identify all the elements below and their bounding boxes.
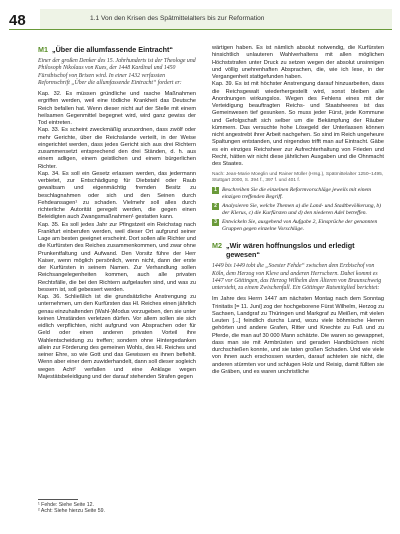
m1-right-paragraph-2: Kap. 39. Es ist mit höchster Anstrengung darauf hinzuarbeiten, dass die Reichsgewalt wiederhergestellt wird, sonst bleiben alle Anordnungen wirkungslos. Wegen des Fehlens eines mit der Verteidigung beauftragten Reichs- und Staatsheeres ist das Gemeinwesen tief gesunken. So muss jeder Fürst, jede Kommune und Gefolgschaft sich selber um die Bekämpfung der Räuber kümmern. Das versuchte hohe Lösegeld der Unterlassen können nicht angestrebt ihrer Arbeit nachgehen. So sind im Reich ungeheure Spaltungen entstanden, und nirgendwo trifft man auf Eintracht. Gäbe es ein einziges Reichsheer zur Aufrechterhaltung von Frieden und Recht, hätten wir nicht diese jährlichen Ausgaben und die Ohnmacht des Staates. — [212, 81, 384, 167]
right-column — [212, 45, 384, 376]
task-1 — [212, 187, 384, 201]
m2-intro: 1449 bis 1449 tobt die „Soester Fehde“ zwischen dem Erzbischof von Köln, dem Herzog von Kleve und anderen Herrschern. Dabei kommt es 1447 vor Göttingen, das Herzog Wilhelm dem Älteren von Braunschweig untersteht, zu einem Zwischenfall. Ein Göttinger Ratsmitglied berichtet: — [212, 263, 382, 291]
m1-title: „Über die allumfassende Eintracht“ — [52, 45, 174, 54]
m1-label: M1 — [38, 45, 48, 54]
m1-paragraph-2: Kap. 33. Es scheint zweckmäßig anzuordnen, dass zwölf oder mehr Gerichte, über die Reichslande verteilt, in der Weise eingerichtet werden, dass jedes Gericht sich aus drei Richtern zusammensetzt entsprechend den drei Ständen, d. h. aus einem adligen, einem geistlichen und einem bürgerlichen Richter. — [38, 127, 196, 170]
m2-label: M2 — [212, 241, 222, 251]
task-3 — [212, 219, 384, 233]
task-1-text: Beschreiben Sie die einzelnen Reformvorschläge jeweils mit einem einzigen treffenden Begriff. — [222, 187, 372, 201]
m1-paragraph-1: Kap. 32. Es müssen gründliche und rasche Maßnahmen ergriffen werden, weil eine tödliche Krankheit das Deutsche Reich befallen hat. Wenn dieser nicht auf der Stelle mit einem heilsamen Gegenmittel begegnet wird, wird ganz gewiss der Tod eintreten. — [38, 91, 196, 126]
m2-paragraph: Im Jahre des Herrn 1447 am nächsten Montag nach dem Sonntag Trinitatis [= 11. Juni] zog der hochgeborene Fürst Wilhelm, Herzog zu Sachsen, Landgraf zu Thüringen und Markgraf zu Meißen, mit vielen Leuten [...] feindlich durchs Land, wozu viele böhmische Herren gehörten und andere Grafen, Ritter und Knechte zu Fuß und zu Pferde, die man auf 30 000 Mann schätzte. Die waren so gewappnet, dass man sie mit Armbrüsten und geraden Handbüchsen nicht durchschießen konnte, und sie taten großen Schaden. Und wie viele von ihnen auch erschossen wurden, darauf achteten sie nicht, die anderen stürmten vor und schlugen Holz und Reisig, damit füllten sie die Gräben, und es waren unchristliche — [212, 296, 384, 375]
task-2 — [212, 203, 384, 217]
m1-paragraph-4: Kap. 35. Es soll jedes Jahr zur Pfingstzeit ein Reichstag nach Frankfurt einberufen werden, weil dieser Ort aufgrund seiner Lage am besten geeignet erscheint. Dort sollen alle Richter und die Kurfürsten des Reiches zusammenkommen, und zwar ohne Prunkentfaltung und Aufwand. Den Vorsitz führe der Herr Kaiser, wenn möglich persönlich, wenn nicht, dann der erste der Kurfürsten in seinem Namen. Zur Verhandlung sollen Reichsangelegenheiten kommen, auch alle privaten Rechtsfälle, die bei den Richtern aufgelaufen sind, und was zu bessern ist, soll gebessert werden. — [38, 221, 196, 293]
task-1-number: 1 — [212, 187, 219, 194]
m1-right-paragraph-1: wärtigen haben. Es ist nämlich absolut notwendig, die Kurfürsten hinsichtlich unlauteren Wahlverhaltens mit allen möglichen Höchststrafen unter Druck zu setzen wegen der absolut unsinnigen und völlig unehrenhaften Absprachen, die, wie ich lese, in der Vergangenheit stattgefunden haben. — [212, 45, 384, 80]
footnotes — [38, 499, 196, 515]
footnote-1: ¹ Fehde: Siehe Seite 12. — [38, 501, 94, 508]
m1-paragraph-5: Kap. 36. Schließlich ist die grundsätzliche Anstrengung zu unternehmen, um den Kurfürsten das Hl. Reiches einen jährlich genau einzuhaltenden (Wahl-)Modus vorzugeben, den sie unter keinen Umständen verletzen dürfen. Vor allem sollen sie sich eidlich verpflichten, nicht aufgrund von Absprachen oder für Geld oder einen anderen privaten Vorteil ihre Wahlentscheidung zu treffen; sondern ohne Hintergedanken allein zur Förderung des gemeinen Wohls, des Hl. Reiches und seiner Ehre, so wie Gott und das Gewissen es ihnen befiehlt. Wenn aber einer dem zuwiderhandelt, dann soll dieser sogleich wegen Acht² verfallen und eine Anklage wegen Majestätsbeleidigung und der darauf stehenden Strafen gegen — [38, 294, 196, 380]
m1-citation: Nach: Jean-Marie Moeglin und Rainer Müller (Hrsg.), Spätmittelalter 1250–1495, Stuttgart 2000, S. 394 f., 397 f. und 401 f. — [212, 172, 384, 184]
header-rule — [9, 29, 392, 30]
task-3-number: 3 — [212, 219, 219, 226]
m1-paragraph-3: Kap. 34. Es soll ein Gesetz erlassen werden, das jedermann verbietet, zur Entschädigung für Diebstahl oder Raub gewaltsam und eigenmächtig fremden Besitz zu beschlagnahmen oder sich und den Seinen durch Fehdeansagen¹ zu schaden. Vielmehr soll alles durch richterliche Autorität geregelt werden, die gegen einen Beleidigten auch Zwangsmaßnahmen¹ gestatten kann. — [38, 170, 196, 221]
task-3-text: Entwickeln Sie, ausgehend von Aufgabe 2, Einsprüche der genannten Gruppen gegen einzelne Vorschläge. — [222, 219, 378, 233]
footnote-2: ² Acht: Siehe hierzu Seite 59. — [38, 508, 105, 515]
m1-intro: Einer der großen Denker des 15. Jahrhunderts ist der Theologe und Philosoph Nikolaus von Kues, der 1448 Kardinal und 1450 Fürstbischof von Brixen wird. In einer 1432 verfassten Reformschrift „Über die allumfassende Eintracht“ fordert er: — [38, 58, 196, 86]
task-2-number: 2 — [212, 203, 219, 210]
m2-heading — [212, 241, 384, 259]
footnote-rule — [38, 499, 78, 500]
page-header — [0, 0, 400, 30]
page-number: 48 — [9, 12, 26, 29]
left-column — [38, 45, 196, 381]
task-2-text: Analysieren Sie, welche Themen a) die Land- und Stadtbevölkerung, b) der Klerus, c) die Kurfürsten und d) den niederen Adel betreffen. — [222, 203, 382, 217]
running-title: 1.1 Von den Krisen des Spätmittelalters bis zur Reformation — [90, 15, 265, 22]
m1-heading — [38, 45, 196, 54]
m2-title: „Wir wären hoffnungslos und erledigt gewesen“ — [226, 241, 355, 260]
